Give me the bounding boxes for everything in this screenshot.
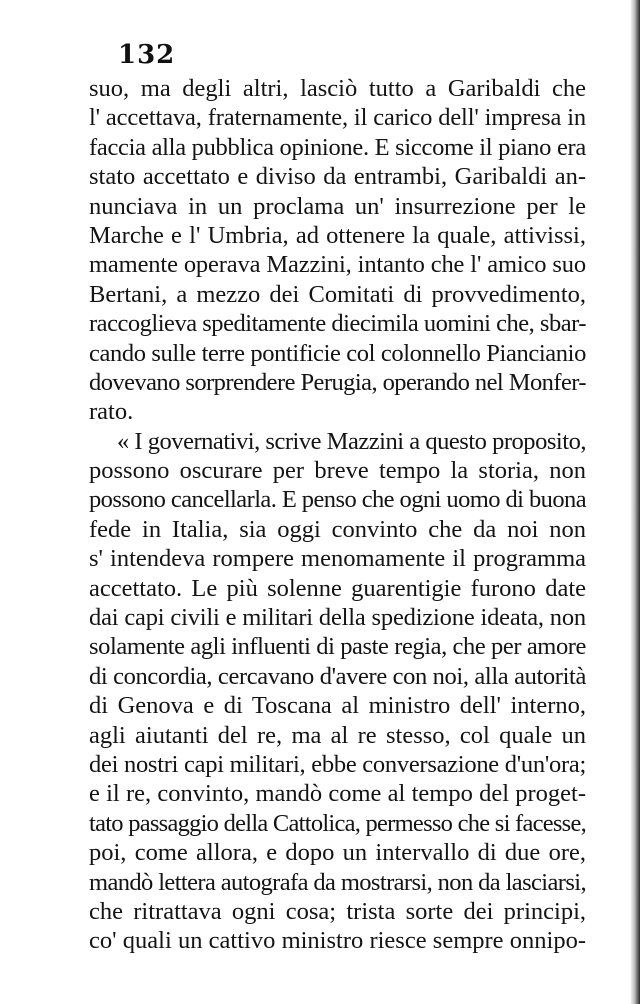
text-line: stato accettato e diviso da entrambi, Garibaldi an-: [89, 163, 586, 191]
text-line: solamente agli influenti di paste regia, che per amore: [89, 633, 586, 661]
text-line: dovevano sorprendere Perugia, operando nel Monfer-: [89, 368, 586, 396]
text-line: suo, ma degli altri, lasciò tutto a Garibaldi che: [89, 75, 586, 102]
text-line: l' accettava, fraternamente, il carico dell' impresa in: [89, 104, 586, 132]
text-line: mandò lettera autografa da mostrarsi, non da lasciarsi,: [89, 868, 586, 896]
text-line: co' quali un cattivo ministro riesce sempre onnipo-: [89, 927, 586, 955]
text-line: possono cancellarla. E penso che ogni uomo di buona: [89, 486, 586, 514]
text-line: « I governativi, scrive Mazzini a questo proposito,: [117, 427, 586, 455]
text-line: che ritrattava ogni cosa; trista sorte dei principi,: [89, 897, 586, 925]
text-line: poi, come allora, e dopo un intervallo di due ore,: [89, 839, 586, 867]
text-line: nunciava in un proclama un' insurrezione per le: [89, 192, 586, 220]
text-line: di Genova e di Toscana al ministro dell' interno,: [89, 692, 586, 720]
text-line: faccia alla pubblica opinione. E siccome il piano era: [89, 133, 586, 161]
text-line: rato.: [89, 398, 134, 426]
text-line: cando sulle terre pontificie col colonnello Piancianio: [89, 339, 586, 367]
body-text: [89, 74, 586, 956]
text-line: e il re, convinto, mandò come al tempo del proget-: [89, 780, 586, 808]
page-spine-shadow: [630, 0, 640, 1004]
page-number: 132: [118, 40, 176, 70]
text-line: possono oscurare per breve tempo la storia, non: [89, 457, 586, 485]
text-line: raccoglieva speditamente diecimila uomini che, sbar-: [89, 310, 586, 338]
text-line: dei nostri capi militari, ebbe conversazione d'un'ora;: [89, 750, 586, 778]
text-line: tato passaggio della Cattolica, permesso che si facesse,: [89, 809, 586, 837]
text-line: Marche e l' Umbria, ad ottenere la quale, attivissi,: [89, 221, 586, 249]
text-line: di concordia, cercavano d'avere con noi, alla autorità: [89, 662, 586, 690]
text-line: Bertani, a mezzo dei Comitati di provvedimento,: [89, 280, 586, 308]
text-line: s' intendeva rompere menomamente il programma: [89, 545, 586, 573]
text-line: accettato. Le più solenne guarentigie furono date: [89, 574, 586, 602]
text-line: agli aiutanti del re, ma al re stesso, col quale un: [89, 721, 586, 749]
text-line: mamente operava Mazzini, intanto che l' amico suo: [89, 251, 586, 279]
text-line: fede in Italia, sia oggi convinto che da noi non: [89, 515, 586, 543]
text-line: dai capi civili e militari della spedizione ideata, non: [89, 604, 586, 632]
